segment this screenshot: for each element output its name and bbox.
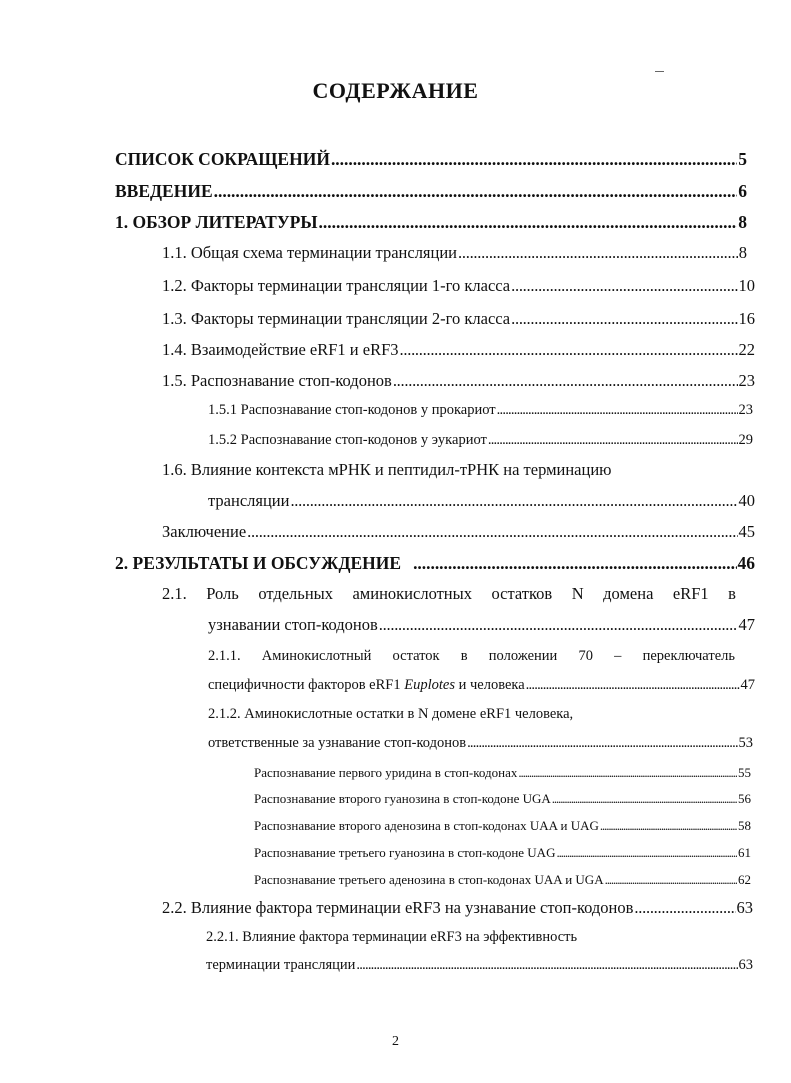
page-number: 2: [392, 1034, 399, 1049]
toc-entry-recognition-1[interactable]: [254, 765, 751, 781]
toc-page-number: 22: [738, 340, 755, 359]
toc-entry-text: Распознавание первого уридина в стоп-кодонах: [254, 765, 518, 780]
toc-entry-text: 1.3. Факторы терминации трансляции 2-го класса: [162, 309, 511, 328]
toc-page-number: 47: [738, 615, 755, 634]
toc-entry-recognition-3[interactable]: [254, 818, 751, 834]
toc-page-number: 8: [738, 212, 747, 232]
toc-entry-1-4[interactable]: [162, 340, 755, 360]
toc-entry-text: Распознавание третьего гуанозина в стоп-кодоне UAG: [254, 845, 556, 860]
toc-entry-2-1[interactable]: [208, 615, 755, 635]
toc-page-number: 61: [738, 845, 751, 860]
toc-page-number: 16: [738, 309, 755, 328]
toc-entry-1-6-line1[interactable]: 1.6. Влияние контекста мРНК и пептидил-тРНК на терминацию: [162, 460, 612, 479]
toc-entry-text: 1.5.2 Распознавание стоп-кодонов у эукариот: [208, 432, 487, 448]
toc-page-number: 62: [738, 872, 751, 887]
toc-page-number: 8: [738, 243, 747, 262]
scan-mark: [655, 71, 664, 72]
toc-entry-abbreviations[interactable]: [115, 149, 747, 170]
toc-entry-2-1-1[interactable]: специфичности факторов eRF1 Euplotes и человека . . . 47: [208, 677, 755, 694]
toc-entry-text: Распознавание третьего аденозина в стоп-кодонах UAA и UGA: [254, 872, 604, 887]
toc-entry-text: терминации трансляции: [206, 957, 356, 973]
toc-page-number: 53: [738, 735, 753, 751]
toc-entry-chapter-2[interactable]: [115, 553, 755, 574]
toc-page-number: 55: [738, 765, 751, 780]
toc-page-number: 63: [738, 957, 753, 973]
toc-entry-text: 1.4. Взаимодействие eRF1 и eRF3: [162, 340, 399, 359]
toc-entry-text: узнавании стоп-кодонов: [208, 615, 378, 634]
toc-page-number: 6: [738, 181, 747, 201]
toc-entry-conclusion[interactable]: [162, 522, 755, 542]
toc-entry-text: СПИСОК СОКРАЩЕНИЙ: [115, 149, 330, 169]
toc-entry-text: Распознавание второго аденозина в стоп-кодонах UAA и UAG: [254, 818, 599, 833]
toc-entry-text: 1. ОБЗОР ЛИТЕРАТУРЫ: [115, 212, 318, 232]
toc-page-number: 29: [738, 432, 753, 448]
toc-entry-2-2[interactable]: [162, 898, 753, 918]
toc-entry-text: Заключение: [162, 522, 247, 541]
toc-entry-2-2-1-line1[interactable]: 2.2.1. Влияние фактора терминации eRF3 на эффективность: [206, 929, 578, 945]
toc-entry-1-5[interactable]: [162, 371, 755, 391]
toc-page-number: 23: [738, 402, 753, 418]
toc-page-number: 47: [740, 677, 755, 693]
toc-entry-2-1-line1[interactable]: 2.1. Роль отдельных аминокислотных остатков N домена eRF1 в: [162, 584, 736, 603]
toc-entry-1-3[interactable]: [162, 309, 755, 329]
toc-entry-text: 1.2. Факторы терминации трансляции 1-го класса: [162, 276, 511, 295]
toc-page-number: 45: [738, 522, 755, 541]
toc-page-number: 63: [736, 898, 753, 917]
toc-page-number: 46: [737, 553, 755, 573]
toc-entry-1-5-1[interactable]: [208, 402, 753, 419]
toc-page-number: 23: [738, 371, 755, 390]
toc-page-number: 10: [738, 276, 755, 295]
toc-entry-recognition-4[interactable]: [254, 845, 751, 861]
toc-entry-recognition-5[interactable]: [254, 872, 751, 888]
toc-entry-1-5-2[interactable]: [208, 432, 753, 449]
toc-entry-2-1-2[interactable]: [208, 735, 753, 752]
toc-entry-2-1-1-line1[interactable]: 2.1.1. Аминокислотный остаток в положении 70 – переключатель: [208, 648, 735, 664]
toc-entry-2-2-1[interactable]: [206, 957, 753, 974]
toc-entry-text: 1.1. Общая схема терминации трансляции: [162, 243, 458, 262]
toc-entry-text: 2.2. Влияние фактора терминации eRF3 на узнавание стоп-кодонов: [162, 898, 634, 917]
toc-entry-1-6[interactable]: [208, 491, 755, 511]
toc-entry-recognition-2[interactable]: [254, 791, 751, 807]
toc-entry-1-1[interactable]: [162, 243, 747, 263]
toc-page-number: 58: [738, 818, 751, 833]
toc-page-number: 56: [738, 791, 751, 806]
toc-entry-text: ВВЕДЕНИЕ: [115, 181, 213, 201]
toc-entry-chapter-1[interactable]: [115, 212, 747, 233]
toc-entry-text: трансляции: [208, 491, 290, 510]
toc-entry-text: ответственные за узнавание стоп-кодонов: [208, 735, 467, 751]
toc-page-number: 5: [738, 149, 747, 169]
toc-entry-text: 1.5. Распознавание стоп-кодонов: [162, 371, 392, 390]
toc-entry-2-1-2-line1[interactable]: 2.1.2. Аминокислотные остатки в N домене eRF1 человека,: [208, 706, 574, 722]
toc-entry-1-2[interactable]: [162, 276, 755, 296]
page-title: СОДЕРЖАНИЕ: [312, 78, 479, 103]
toc-entry-introduction[interactable]: [115, 181, 747, 202]
toc-entry-text: 1.5.1 Распознавание стоп-кодонов у прокариот: [208, 402, 496, 418]
toc-entry-text: 2. РЕЗУЛЬТАТЫ И ОБСУЖДЕНИЕ: [115, 553, 402, 573]
toc-entry-text: Распознавание второго гуанозина в стоп-кодоне UGA: [254, 791, 551, 806]
toc-page-number: 40: [738, 491, 755, 510]
